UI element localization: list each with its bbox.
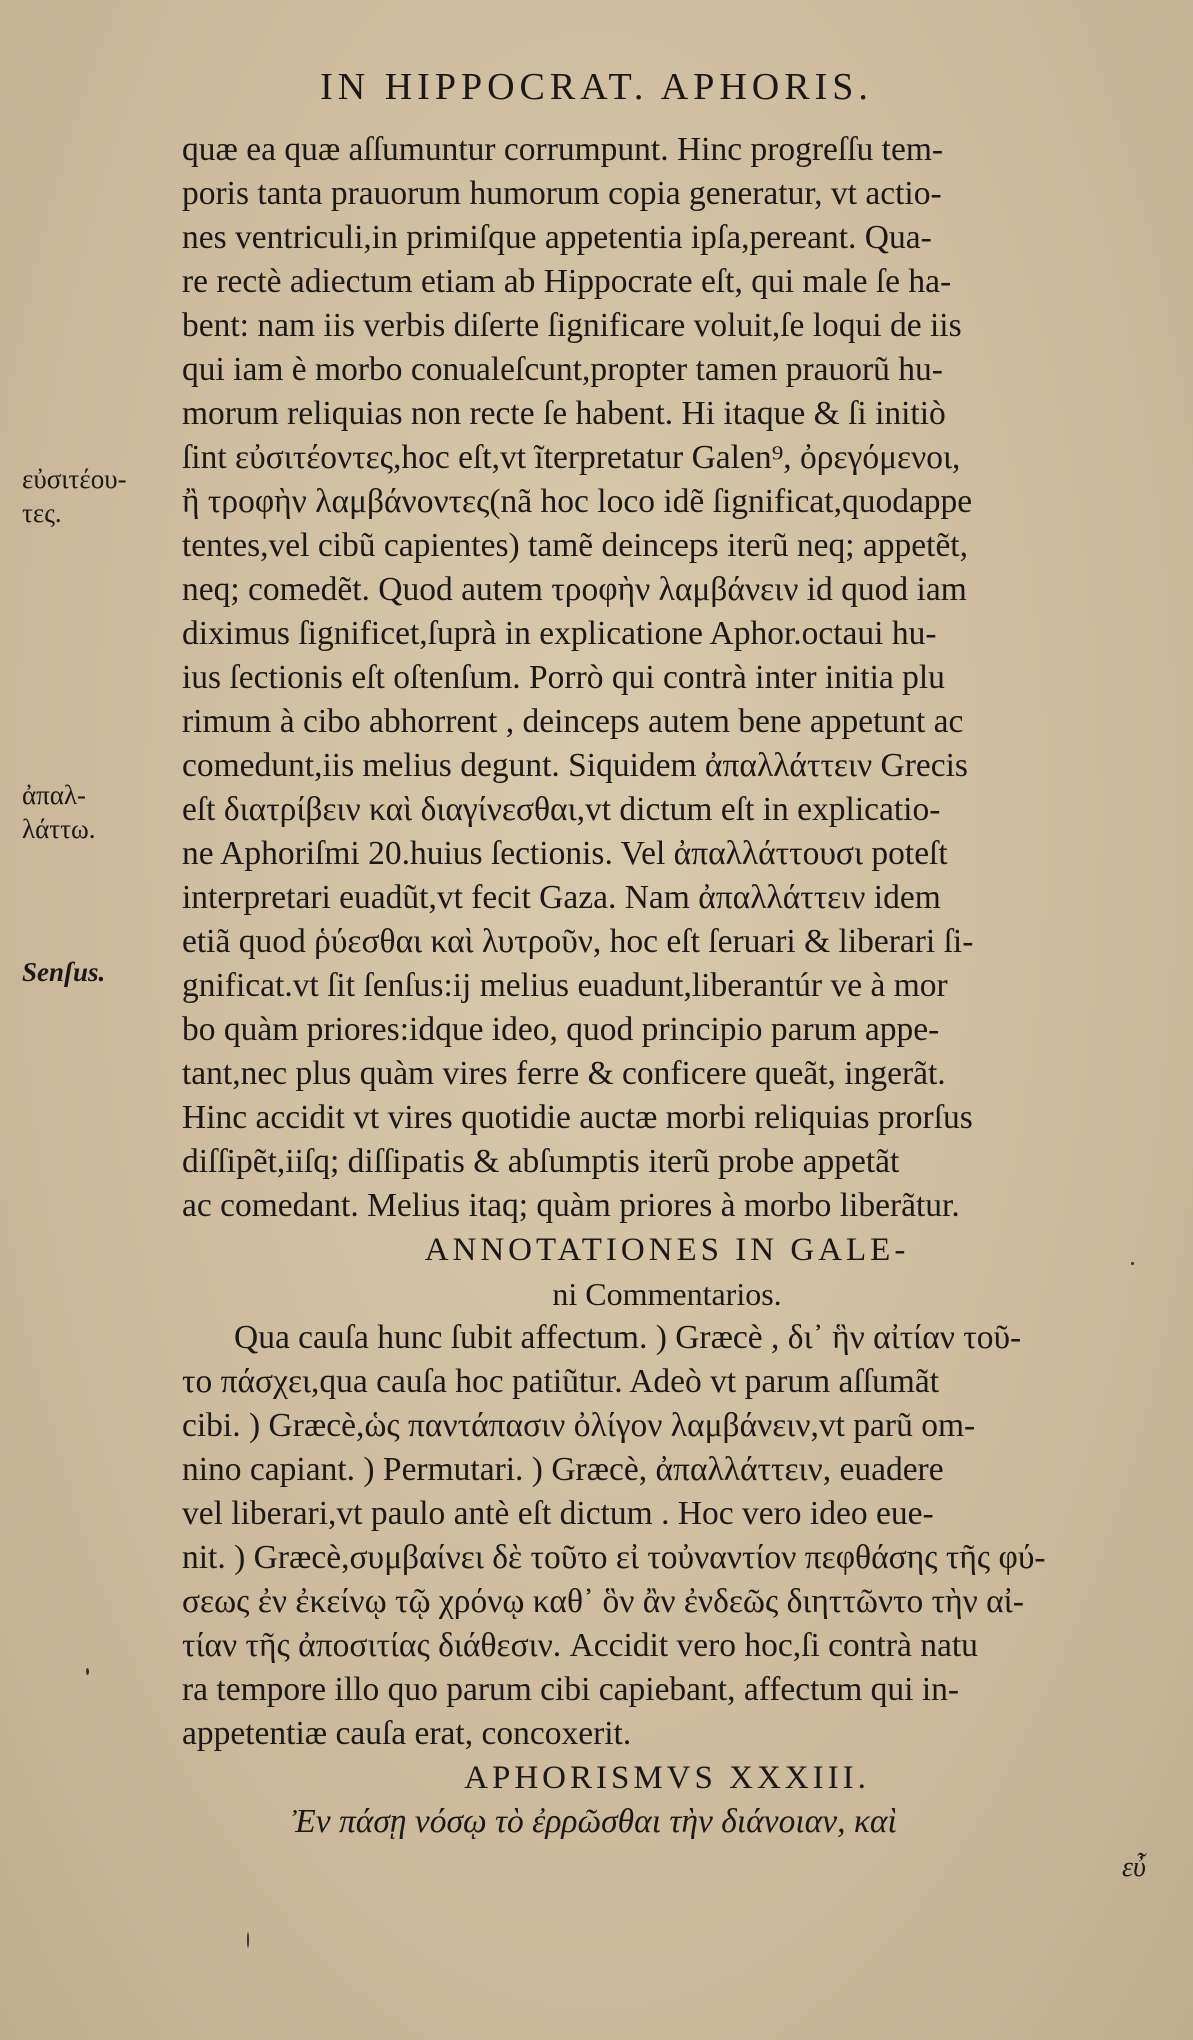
marginal-note-line: ἀπαλ-: [22, 780, 87, 810]
marginal-note-sensus: Senſus.: [22, 957, 106, 987]
annotation-line: nino capiant. ) Permutari. ) Græcè, ἀπαλλάττειν, euadere: [182, 1451, 944, 1488]
ink-speck: [247, 1932, 249, 1948]
marginal-note-line: εὐσιτέου-: [22, 464, 127, 494]
annotation-line: τίαν τῆς ἀποσιτίας διάθεσιν. Accidit vero hoc,ſi contrà natu: [182, 1627, 978, 1664]
marginal-note-line: λάττω.: [22, 814, 96, 844]
annotation-line: vel liberari,vt paulo antè eſt dictum . Hoc vero ideo eue-: [182, 1495, 934, 1532]
text-line: bent: nam iis verbis diſerte ſignificare voluit,ſe loqui de iis: [182, 307, 962, 344]
text-line: comedunt,iis melius degunt. Siquidem ἀπαλλάττειν Grecis: [182, 747, 968, 784]
text-line: bo quàm priores:idque ideo, quod principio parum appe-: [182, 1011, 940, 1048]
text-line: ἢ τροφὴν λαμβάνοντες(nã hoc loco idẽ ſignificat,quodappe: [182, 483, 973, 520]
marginal-note-eusiteontes: [22, 462, 172, 530]
annotation-line: ra tempore illo quo parum cibi capiebant, affectum qui in-: [182, 1671, 960, 1708]
text-line: Hinc accidit vt vires quotidie auctæ morbi reliquias prorſus: [182, 1099, 973, 1136]
aphorism-greek-text: Ἐν πάσῃ νόσῳ τὸ ἐρρῶσθαι τὴν διάνοιαν, καὶ: [292, 1803, 897, 1840]
catchword: εὖ: [1122, 1852, 1146, 1883]
annotation-line: Qua cauſa hunc ſubit affectum. ) Græcè , δι᾽ ἣν αἰτίαν τοῦ-: [234, 1319, 1022, 1356]
text-line: tentes,vel cibũ capientes) tamẽ deinceps iterũ neq; appetẽt,: [182, 527, 968, 564]
text-line: rimum à cibo abhorrent , deinceps autem bene appetunt ac: [182, 703, 964, 740]
main-text: [182, 128, 1152, 1844]
marginal-note-line: τες.: [22, 498, 62, 528]
text-line: ſint εὐσιτέοντες,hoc eſt,vt ĩterpretatur Galen⁹, ὀρεγόμενοι,: [182, 439, 961, 476]
text-line: ius ſectionis eſt oſtenſum. Porrò qui contrà inter initia plu: [182, 659, 945, 696]
ink-speck: [1131, 1262, 1134, 1265]
aphorism-heading: APHORISMVS XXXIII.: [464, 1760, 870, 1796]
text-line: quæ ea quæ aſſumuntur corrumpunt. Hinc progreſſu tem-: [182, 131, 944, 168]
text-line: neq; comedẽt. Quod autem τροφὴν λαμβάνειν id quod iam: [182, 571, 967, 608]
text-line: eſt διατρίβειν καὶ διαγίνεσθαι,vt dictum eſt in explicatio-: [182, 791, 941, 828]
annotation-line: το πάσχει,qua cauſa hoc patiũtur. Adeò vt parum aſſumãt: [182, 1363, 940, 1400]
text-line: interpretari euadũt,vt fecit Gaza. Nam ἀπαλλάττειν idem: [182, 879, 941, 916]
annotations-heading: ANNOTATIONES IN GALE-: [424, 1232, 910, 1268]
annotation-line: appetentiæ cauſa erat, concoxerit.: [182, 1715, 632, 1752]
text-line: gnificat.vt ſit ſenſus:ij melius euadunt,liberantúr ve à mor: [182, 967, 948, 1004]
text-line: re rectè adiectum etiam ab Hippocrate eſt, qui male ſe ha-: [182, 263, 952, 300]
text-line: poris tanta prauorum humorum copia generatur, vt actio-: [182, 175, 942, 212]
text-line: tant,nec plus quàm vires ferre & conficere queãt, ingerãt.: [182, 1055, 946, 1092]
text-line: diximus ſignificet,ſuprà in explicatione Aphor.octaui hu-: [182, 615, 937, 652]
ink-speck: [86, 1668, 89, 1675]
text-line: ac comedant. Melius itaq; quàm priores à morbo liberãtur.: [182, 1187, 960, 1224]
annotation-line: cibi. ) Græcè,ὡς παντάπασιν ὀλίγον λαμβάνειν,vt parũ om-: [182, 1407, 976, 1444]
text-line: diſſipẽt,iiſq; diſſipatis & abſumptis iterũ probe appetãt: [182, 1143, 900, 1180]
text-line: etiã quod ῥύεσθαι καὶ λυτροῦν, hoc eſt ſeruari & liberari ſi-: [182, 923, 974, 960]
text-line: ne Aphoriſmi 20.huius ſectionis. Vel ἀπαλλάττουσι poteſt: [182, 835, 948, 872]
text-line: qui iam è morbo conualeſcunt,propter tamen prauorũ hu-: [182, 351, 943, 388]
annotations-subheading: ni Commentarios.: [552, 1276, 782, 1312]
running-head: IN HIPPOCRAT. APHORIS.: [320, 66, 873, 108]
text-line: nes ventriculi,in primiſque appetentia ipſa,pereant. Qua-: [182, 219, 932, 256]
annotation-line: σεως ἐν ἐκείνῳ τῷ χρόνῳ καθ᾽ ὃν ἂν ἐνδεῶς διηττῶντο τὴν αἰ-: [182, 1583, 1024, 1620]
annotation-line: nit. ) Græcè,συμβαίνει δὲ τοῦτο εἰ τοὐναντίον πεφθάσης τῆς φύ-: [182, 1539, 1046, 1576]
text-line: morum reliquias non recte ſe habent. Hi itaque & ſi initiò: [182, 395, 946, 432]
marginal-note-apallatto: [22, 778, 172, 846]
